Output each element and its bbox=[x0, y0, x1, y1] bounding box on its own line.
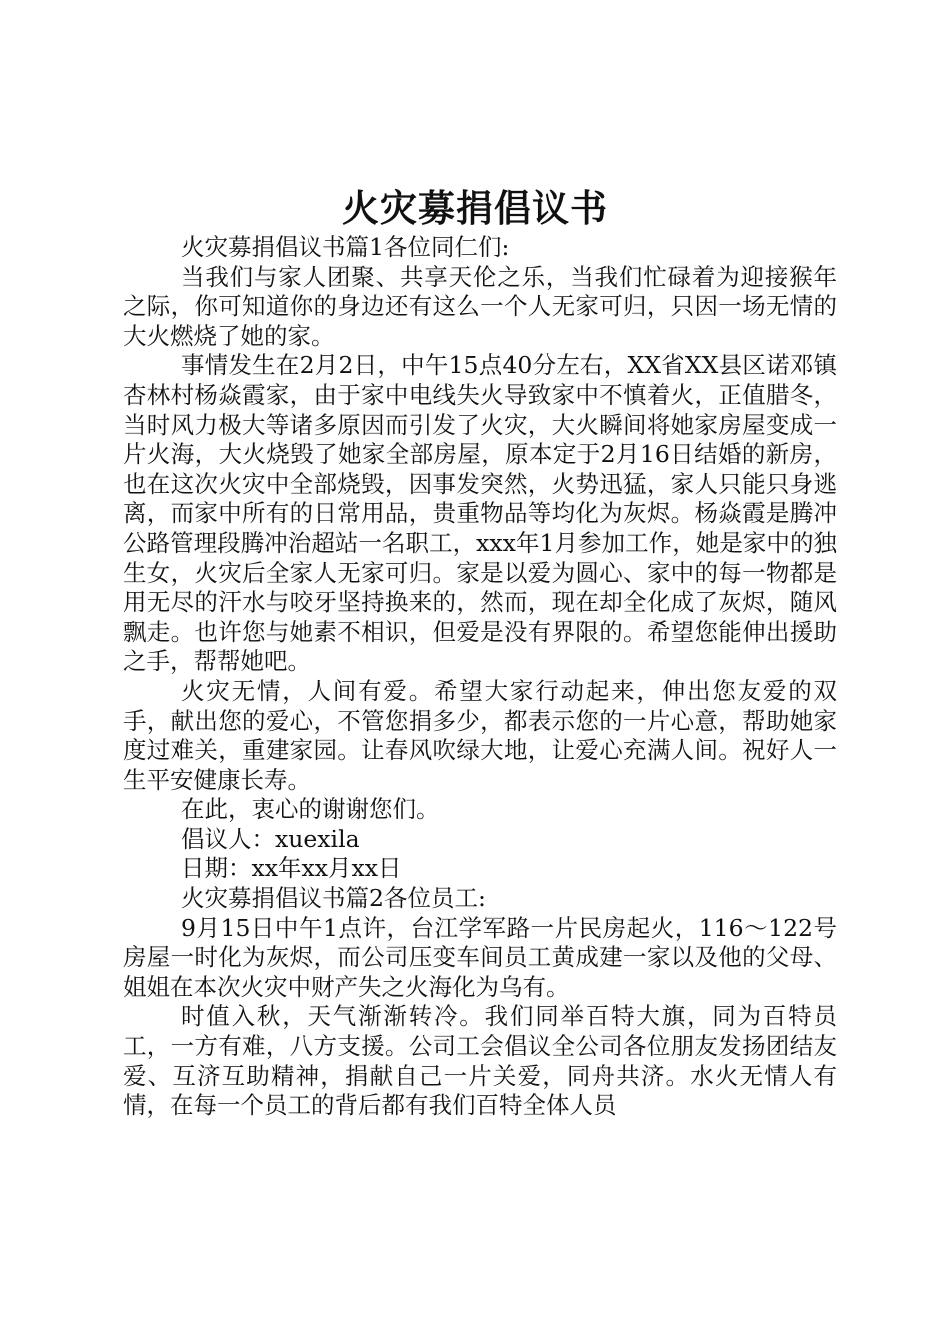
paragraph: 当我们与家人团聚、共享天伦之乐，当我们忙碌着为迎接猴年之际，你可知道你的身边还有这么一个人无家可归，只因一场无情的大火燃烧了她的家。 bbox=[123, 262, 837, 350]
paragraph-intro-1: 火灾募捐倡议书篇1各位同仁们: bbox=[181, 233, 510, 261]
paragraph-thanks: 在此，衷心的谢谢您们。 bbox=[181, 795, 440, 824]
paragraph: 火灾无情，人间有爱。希望大家行动起来，伸出您友爱的双手，献出您的爱心，不管您捐多少，都表示您的一片心意，帮助她家度过难关，重建家园。让春风吹绿大地，让爱心充满人间。祝好人一生平安健康长寿。 bbox=[123, 676, 837, 794]
document-body bbox=[123, 233, 837, 1121]
paragraph: 事情发生在2月2日，中午15点40分左右，XX省XX县区诺邓镇杏林村杨焱霞家，由于家中电线失火导致家中不慎着火，正值腊冬，当时风力极大等诸多原因而引发了火灾，大火瞬间将她家房屋变成一片火海，大火烧毁了她家全部房屋，原本定于2月16日结婚的新房，也在这次火灾中全部烧毁，因事发突然，火势迅猛，家人只能只身逃离，而家中所有的日常用品，贵重物品等均化为灰烬。杨焱霞是腾冲公路管理段腾冲治超站一名职工，xxx年1月参加工作，她是家中的独生女，火灾后全家人无家可归。家是以爱为圆心、家中的每一物都是用无尽的汗水与咬牙坚持换来的，然而，现在却全化成了灰烬，随风飘走。也许您与她素不相识，但爱是没有界限的。希望您能伸出援助之手，帮帮她吧。 bbox=[123, 351, 837, 676]
document-title: 火灾募捐倡议书 bbox=[342, 186, 608, 230]
paragraph: 时值入秋，天气渐渐转冷。我们同举百特大旗，同为百特员工，一方有难，八方支援。公司工会倡议全公司各位朋友发扬团结友爱、互济互助精神，捐献自己一片关爱，同舟共济。水火无情人有情，在每一个员工的背后都有我们百特全体人员 bbox=[123, 1002, 837, 1120]
date-line: 日期：xx年xx月xx日 bbox=[181, 854, 402, 883]
initiator-line: 倡议人：xuexila bbox=[181, 824, 360, 853]
paragraph-intro-2: 火灾募捐倡议书篇2各位员工: bbox=[181, 884, 486, 913]
paragraph: 9月15日中午1点许，台江学军路一片民房起火，116～122号房屋一时化为灰烬，而公司压变车间员工黄成建一家以及他的父母、姐姐在本次火灾中财产失之火海化为乌有。 bbox=[123, 913, 837, 1001]
